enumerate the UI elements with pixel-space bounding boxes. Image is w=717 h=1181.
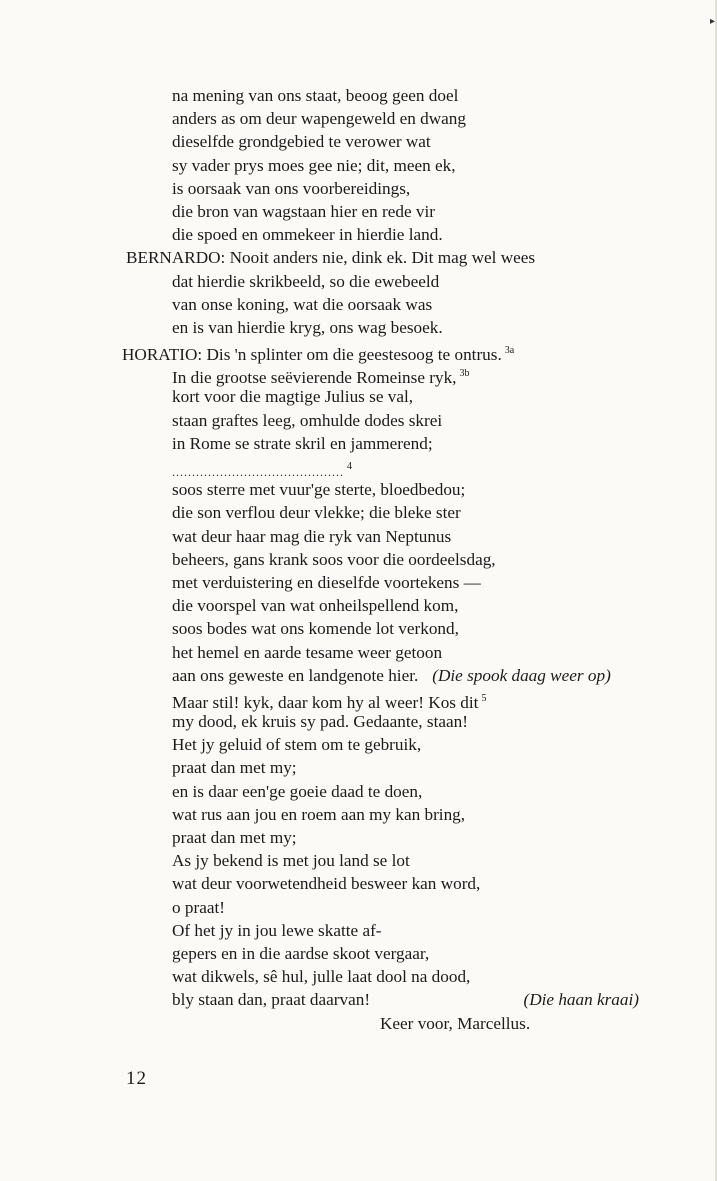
text-line: As jy bekend is met jou land se lot bbox=[172, 851, 410, 871]
text-line: met verduistering en dieselfde voortekens — bbox=[172, 572, 481, 592]
text-line: het hemel en aarde tesame weer getoon bbox=[172, 642, 443, 662]
text-line: praat dan met my; bbox=[172, 828, 297, 847]
text-line: die bron van wagstaan hier en rede vir bbox=[172, 201, 435, 221]
text-line: in Rome se strate skril en jammerend; bbox=[172, 433, 433, 453]
text-line: is oorsaak van ons voorbereidings, bbox=[172, 178, 411, 198]
corner-mark: ▸ bbox=[709, 16, 715, 27]
text-line: bly staan dan, praat daarvan! (Die haan kraai) bbox=[0, 988, 717, 1011]
text-line: wat deur haar mag die ryk van Neptunus bbox=[172, 526, 452, 546]
speaker-line-bernardo: BERNARDO: Nooit anders nie, dink ek. Dit mag wel wees bbox=[126, 248, 536, 268]
text-line: na mening van ons staat, beoog geen doel bbox=[172, 86, 459, 105]
text-line: gepers en in die aardse skoot vergaar, bbox=[172, 943, 430, 963]
text-line: Het jy geluid of stem om te gebruik, bbox=[172, 735, 422, 755]
text-line: praat dan met my; bbox=[172, 758, 297, 778]
play-text bbox=[0, 84, 717, 1035]
text-line: Of het jy in jou lewe skatte af- bbox=[172, 920, 382, 940]
text-line: beheers, gans krank soos voor die oordeelsdag, bbox=[172, 549, 496, 569]
text-line: dieselfde grondgebied te verower wat bbox=[172, 132, 431, 152]
text-line: die voorspel van wat onheilspellend kom, bbox=[172, 596, 459, 616]
stage-direction: (Die haan kraai) bbox=[523, 990, 639, 1010]
text-line: o praat! bbox=[172, 897, 225, 917]
text-line: Keer voor, Marcellus. bbox=[380, 1013, 531, 1033]
text-line: aan ons geweste en landgenote hier. (Die spook daag weer op) bbox=[172, 665, 611, 685]
text-line: van onse koning, wat die oorsaak was bbox=[172, 294, 433, 314]
text-line: wat dikwels, sê hul, julle laat dool na dood, bbox=[172, 967, 471, 987]
text-line: kort voor die magtige Julius se val, bbox=[172, 387, 414, 407]
text-line: wat rus aan jou en roem aan my kan bring, bbox=[172, 804, 466, 824]
page-number: 12 bbox=[126, 1068, 147, 1089]
speaker-line-horatio: HORATIO: Dis 'n splinter om die geestesoog te ontrus. $^{3a}$ bbox=[122, 345, 515, 365]
footnote-marker: 5 bbox=[481, 692, 487, 704]
footnote-marker: 3a bbox=[504, 345, 515, 357]
footnote-marker: 3b bbox=[459, 368, 470, 380]
text-line: sy vader prys moes gee nie; dit, meen ek, bbox=[172, 155, 456, 175]
text-line: die son verflou deur vlekke; die bleke ster bbox=[172, 503, 461, 523]
text-line: staan graftes leeg, omhulde dodes skrei bbox=[172, 410, 443, 430]
omission-line: ........................................... $^4$ bbox=[172, 461, 352, 479]
text-line: In die grootse seëvierende Romeinse ryk, $^{3b}$ bbox=[172, 368, 470, 388]
text-line: my dood, ek kruis sy pad. Gedaante, staan! bbox=[172, 712, 468, 732]
text-line: anders as om deur wapengeweld en dwang bbox=[172, 109, 466, 129]
text-line: wat deur voorwetendheid besweer kan word, bbox=[172, 874, 481, 894]
text-line: Maar stil! kyk, daar kom hy al weer! Kos dit $^5$ bbox=[172, 692, 487, 712]
text-line: en is daar een'ge goeie daad te doen, bbox=[172, 781, 423, 801]
stage-direction: (Die spook daag weer op) bbox=[432, 665, 611, 685]
footnote-marker: 4 bbox=[347, 461, 352, 472]
text-line: dat hierdie skrikbeeld, so die ewebeeld bbox=[172, 271, 440, 291]
text-line: die spoed en ommekeer in hierdie land. bbox=[172, 225, 443, 245]
text-line: en is van hierdie kryg, ons wag besoek. bbox=[172, 317, 443, 337]
text-line: soos bodes wat ons komende lot verkond, bbox=[172, 619, 459, 639]
text-line: soos sterre met vuur'ge sterte, bloedbedou; bbox=[172, 480, 466, 500]
